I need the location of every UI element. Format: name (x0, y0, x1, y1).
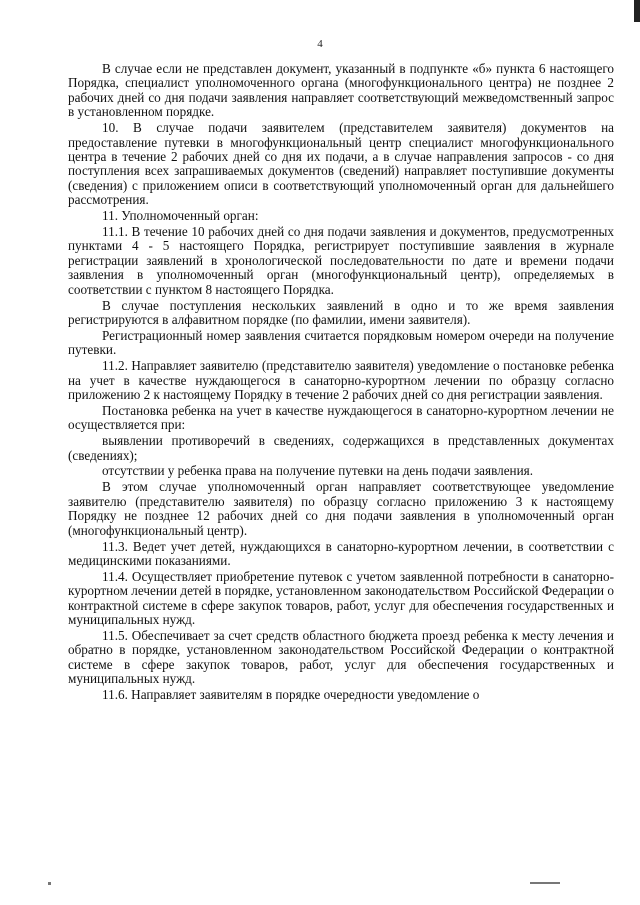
paragraph-11-5: 11.5. Обеспечивает за счет средств областного бюджета проезд ребенка к месту лечения и обратно в порядке, установленном законодательством Российской Федерации о контрактной системе в сфере закупок товаров, работ, услуг для обеспечения государственных и муниципальных нужд. (68, 627, 614, 687)
scan-speck (530, 882, 560, 884)
paragraph-11-4: 11.4. Осуществляет приобретение путевок с учетом заявленной потребности в санаторно-курортном лечении детей в порядке, установленном законодательством Российской Федерации о контрактной системе в сфере закупок товаров, работ, услуг для обеспечения государственных и муниципальных нужд. (68, 568, 614, 628)
scan-edge-mark (634, 0, 640, 22)
page-number: 4 (317, 38, 323, 50)
paragraph-10: 10. В случае подачи заявителем (представителем заявителя) документов на предоставление путевки в многофункциональный центр специалист многофункционального центра в течение 2 рабочих дней со дня их подачи, а в случае направления запросов - со дня поступления всех запрашиваемых документов (сведений) направляет поступившие документы (сведения) с приложением описи в соответствующий уполномоченный орган для дальнейшего рассмотрения. (68, 120, 614, 208)
paragraph-refusal-reason-1: выявлении противоречий в сведениях, содержащихся в представленных документах (сведениях); (68, 433, 614, 463)
paragraph-11-heading: 11. Уполномоченный орган: (102, 208, 259, 224)
paragraph-11-2: 11.2. Направляет заявителю (представителю заявителя) уведомление о постановке ребенка на учет в качестве нуждающегося в санаторно-курортном лечении по образцу согласно приложению 2 к настоящему Порядку в течение 2 рабочих дней со дня регистрации заявления. (68, 358, 614, 402)
paragraph-11-1: 11.1. В течение 10 рабочих дней со дня подачи заявления и документов, предусмотренных пунктами 4 - 5 настоящего Порядка, регистрирует поступившие заявления в журнале регистрации заявлений в хронологической последовательности по дате и времени подачи заявления в уполномоченный орган (многофункциональный центр), определяемых в соответствии с пунктом 8 настоящего Порядка. (68, 223, 614, 297)
scan-speck (48, 882, 51, 885)
paragraph-missing-document: В случае если не представлен документ, указанный в подпункте «б» пункта 6 настоящего Порядка, специалист уполномоченного органа (многофункционального центра) не позднее 2 рабочих дней со дня подачи заявления направляет соответствующий межведомственный запрос в установленном порядке. (68, 61, 614, 120)
paragraph-11-6: 11.6. Направляет заявителям в порядке очередности уведомление о (102, 687, 480, 703)
paragraph-refusal-notice: В этом случае уполномоченный орган направляет соответствующее уведомление заявителю (представителю заявителя) по образцу согласно приложению 3 к настоящему Порядку не позднее 12 рабочих дней со дня подачи заявления в уполномоченный орган (многофункциональный центр). (68, 479, 614, 538)
paragraph-11-3: 11.3. Ведет учет детей, нуждающихся в санаторно-курортном лечении, в соответствии с медицинскими показаниями. (68, 538, 614, 568)
paragraph-registration-number: Регистрационный номер заявления считается порядковым номером очереди на получение путевки. (68, 327, 614, 358)
paragraph-refusal-intro: Постановка ребенка на учет в качестве нуждающегося в санаторно-курортном лечении не осуществляется при: (68, 402, 614, 433)
paragraph-simultaneous-applications: В случае поступления нескольких заявлений в одно и то же время заявления регистрируются в алфавитном порядке (по фамилии, имени заявителя). (68, 297, 614, 327)
paragraph-refusal-reason-2: отсутствии у ребенка права на получение путевки на день подачи заявления. (102, 463, 534, 479)
document-body (68, 62, 614, 704)
